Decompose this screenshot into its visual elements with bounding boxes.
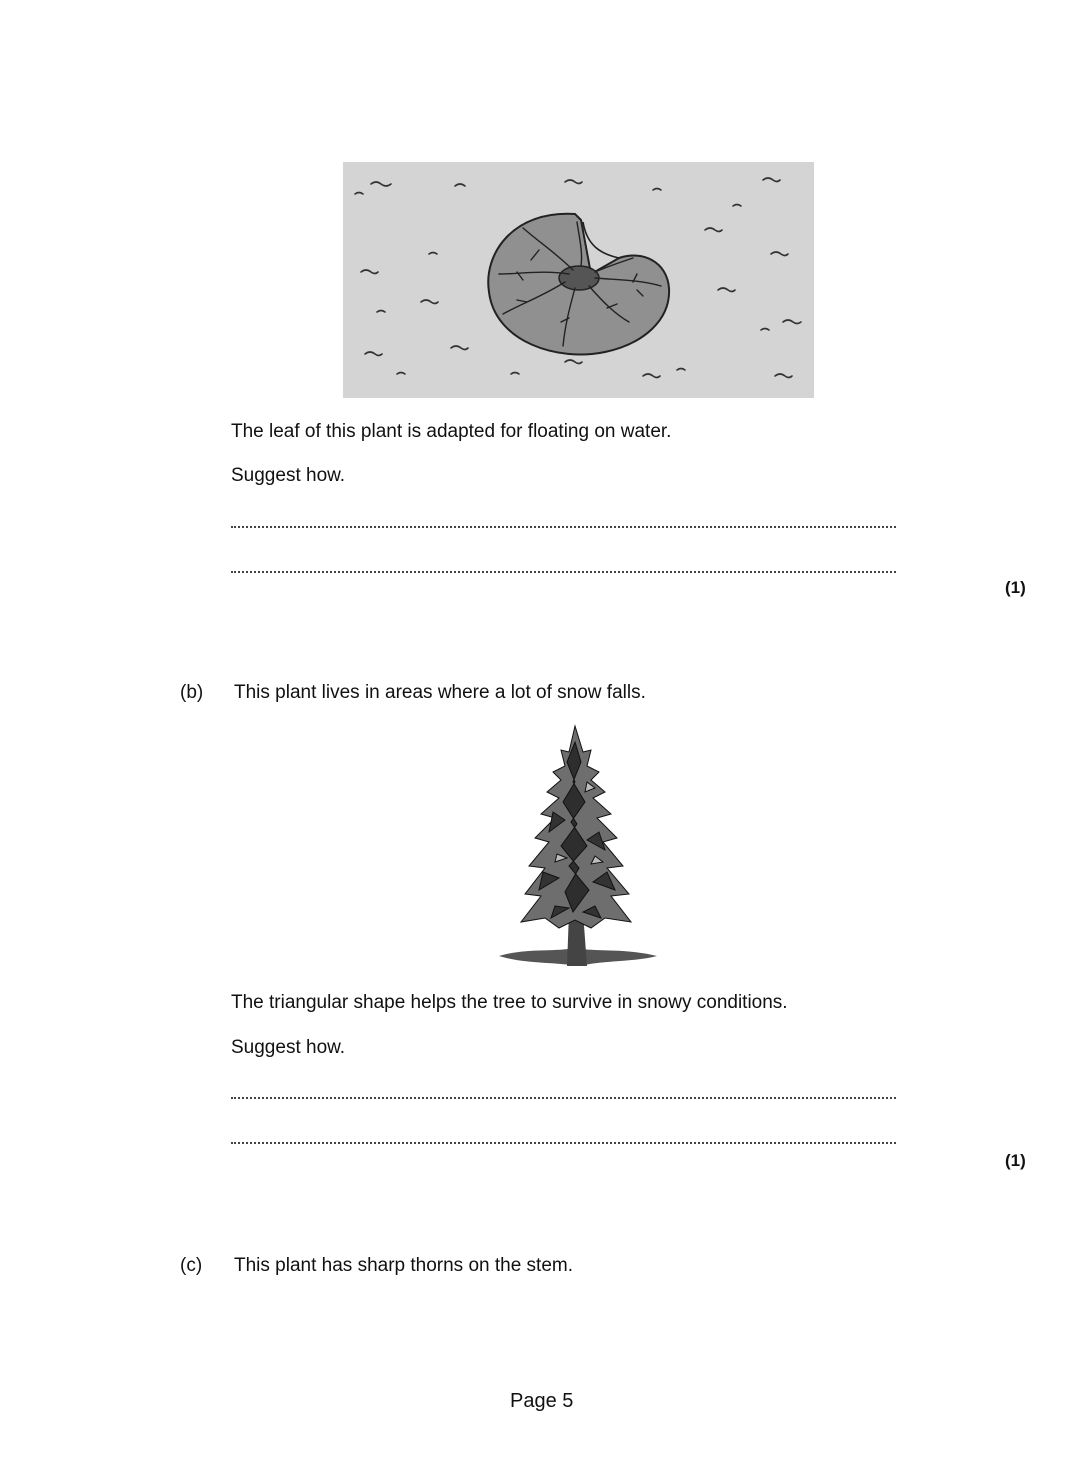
water-lily-figure xyxy=(343,162,814,398)
part-a-statement: The leaf of this plant is adapted for floating on water. xyxy=(231,421,672,442)
part-a-prompt: Suggest how. xyxy=(231,465,346,486)
part-b-intro: This plant lives in areas where a lot of snow falls. xyxy=(234,682,646,703)
part-c-label: (c) xyxy=(180,1255,203,1276)
part-b-label: (b) xyxy=(180,682,204,703)
part-b-answer-line-1[interactable] xyxy=(231,1097,896,1099)
conifer-tree-figure xyxy=(495,722,661,972)
part-a-answer-line-1[interactable] xyxy=(231,526,896,528)
part-b-statement: The triangular shape helps the tree to survive in snowy conditions. xyxy=(231,992,788,1013)
part-a-answer-line-2[interactable] xyxy=(231,571,896,573)
part-b-prompt: Suggest how. xyxy=(231,1037,346,1058)
part-a-marks: (1) xyxy=(1005,578,1026,597)
part-c-intro: This plant has sharp thorns on the stem. xyxy=(234,1255,574,1276)
page-number: Page 5 xyxy=(510,1390,574,1412)
part-b-answer-line-2[interactable] xyxy=(231,1142,896,1144)
part-b-marks: (1) xyxy=(1005,1151,1026,1170)
